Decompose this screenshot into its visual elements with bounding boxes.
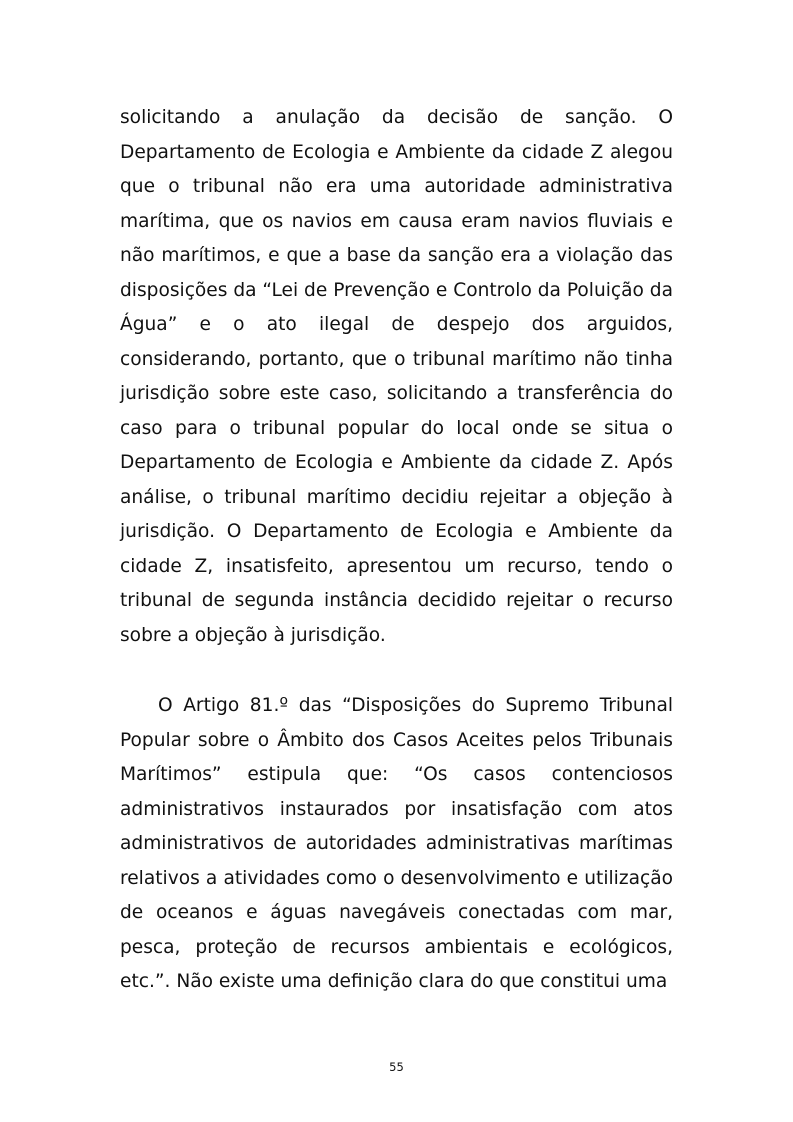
page-number: 55 <box>389 1060 404 1074</box>
body-paragraph: O Artigo 81.º das “Disposições do Supremo Tribunal Popular sobre o Âmbito dos Casos Aceites pelos Tribunais Marítimos” estipula que: “Os casos contenciosos administrativos instaurados por insatisfação com atos administrativos de autoridades administrativas marítimas relativos a atividades como o desenvolvimento e utilização de oceanos e águas navegáveis conectadas com mar, pesca, proteção de recursos ambientais e ecológicos, etc.”. Não existe uma definição clara do que constitui uma <box>120 695 673 992</box>
body-paragraph: solicitando a anulação da decisão de sanção. O Departamento de Ecologia e Ambiente da cidade Z alegou que o tribunal não era uma autoridade administrativa marítima, que os navios em causa eram navios fluviais e não marítimos, e que a base da sanção era a violação das disposições da “Lei de Prevenção e Controlo da Poluição da Água” e o ato ilegal de despejo dos arguidos, considerando, portanto, que o tribunal marítimo não tinha jurisdição sobre este caso, solicitando a transferência do caso para o tribunal popular do local onde se situa o Departamento de Ecologia e Ambiente da cidade Z. Após análise, o tribunal marítimo decidiu rejeitar a objeção à jurisdição. O Departamento de Ecologia e Ambiente da cidade Z, insatisfeito, apresentou um recurso, tendo o tribunal de segunda instância decidido rejeitar o recurso sobre a objeção à jurisdição. <box>120 107 673 646</box>
